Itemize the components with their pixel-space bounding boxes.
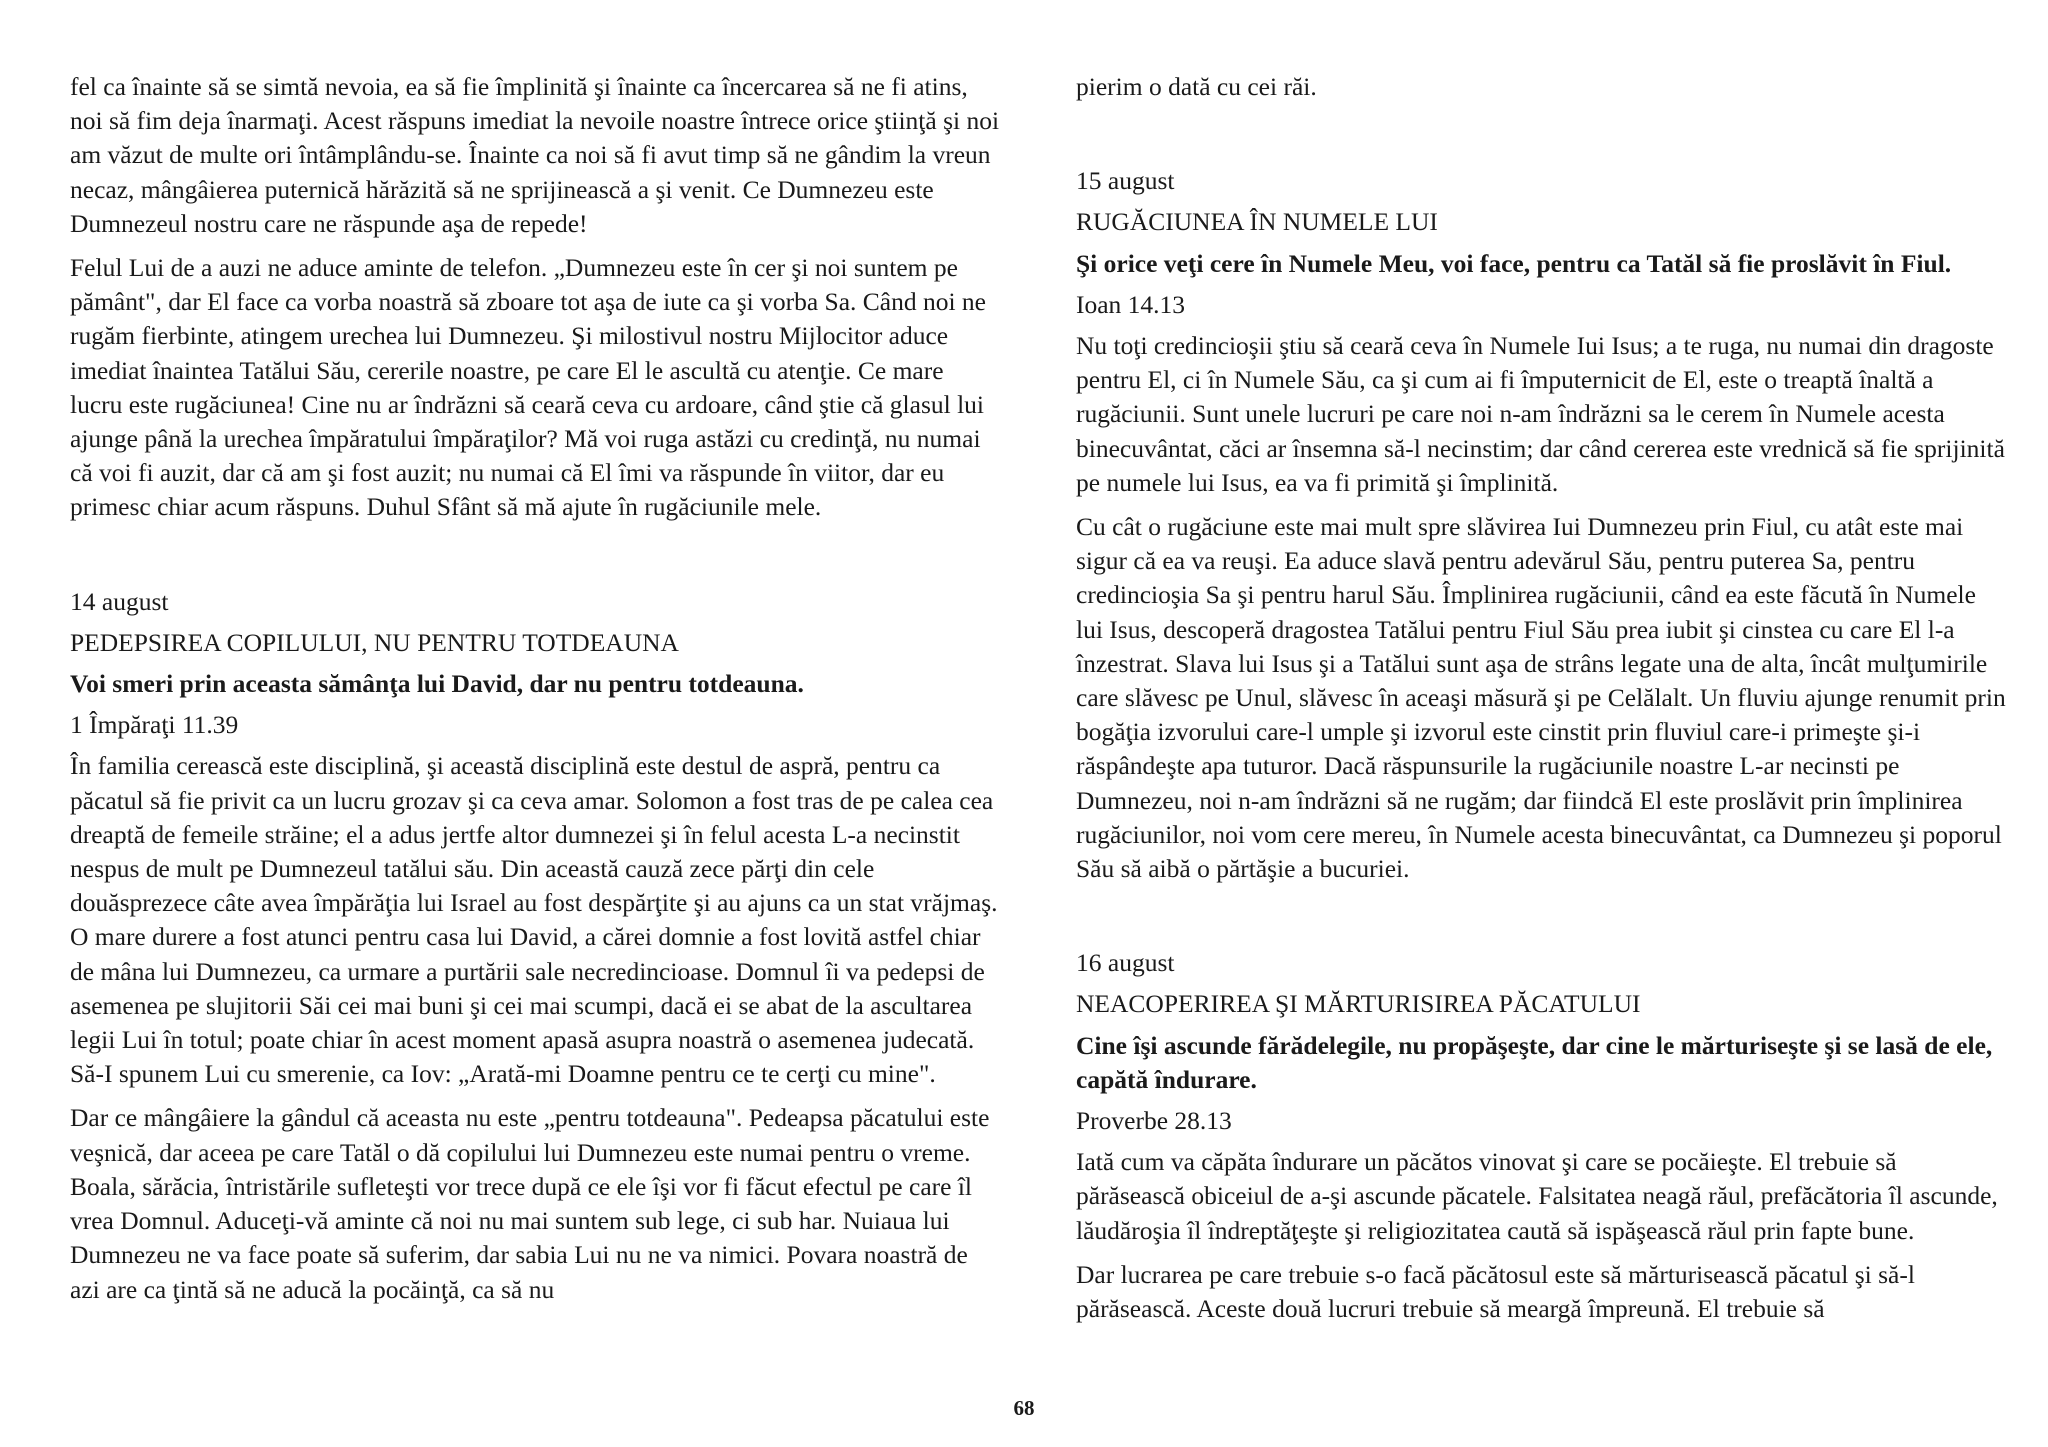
entry-paragraph: Dar lucrarea pe care trebuie s-o facă păcătosul este să mărturisească păcatul şi să-l părăsească. Aceste două lucruri trebuie să meargă împreună. El trebuie să bbox=[1076, 1259, 1915, 1324]
intro-paragraph: fel ca înainte să se simtă nevoia, ea să fie împlinită şi înainte ca încercarea să ne fi atins, noi să fim deja înarmaţi. Acest răspuns imediat la nevoile noastre întrece orice ştiinţă şi noi am văzut de multe ori întâmplându-se. Înainte ca noi să fi avut timp să ne gândim la vreun necaz, mângâierea puternică hărăzită să ne sprijinească a şi venit. Ce Dumnezeu este Dumnezeul nostru care ne răspunde aşa de repede! bbox=[70, 72, 1000, 238]
entry-paragraph: Nu toţi credincioşii ştiu să ceară ceva în Numele Iui Isus; a te ruga, nu numai din dragoste pentru El, ci în Numele Său, ca şi cum ai fi împuternicit de El, este o treaptă înaltă a rugăciunii. Sunt unele lucruri pe care noi n-am îndrăzni sa le cerem în Numele acesta binecuvântat, căci ar însemna să-l necinstim; dar când cererea este vrednică să fie sprijinită pe numele lui Isus, ea va fi primită şi împlinită. bbox=[1076, 331, 2005, 497]
entry-date: 14 august bbox=[70, 586, 169, 616]
entry-verse: Voi smeri prin aceasta sămânţa lui David, dar nu pentru totdeauna. bbox=[70, 669, 804, 699]
entry-paragraph: Iată cum va căpăta îndurare un păcătos vinovat şi care se pocăieşte. El trebuie să părăsească obiceiul de a-şi ascunde păcatele. Falsitatea neagă răul, prefăcătoria îl ascunde, lăudăroşia îl îndreptăţeşte şi religiozitatea caută să ispăşească răul prin fapte bune. bbox=[1076, 1147, 1998, 1245]
page-number: 68 bbox=[1013, 1396, 1035, 1420]
entry-reference: Proverbe 28.13 bbox=[1076, 1106, 1232, 1136]
entry-separator bbox=[1076, 896, 2006, 946]
entry-verse: Şi orice veţi cere în Numele Meu, voi face, pentru ca Tatăl să fie proslăvit în Fiul. bbox=[1076, 248, 1952, 278]
entry-date: 16 august bbox=[1076, 948, 1175, 978]
devotional-entry-14-august bbox=[70, 585, 1000, 1307]
entry-paragraph: Dar ce mângâiere la gândul că aceasta nu este „pentru totdeauna". Pedeapsa păcatului este veşnică, dar aceea pe care Tatăl o dă copilului lui Dumnezeu este numai pentru o vreme. Boala, sărăcia, întristările sufleteşti vor trece după ce ele îşi vor fi făcut efectul pe care îl vrea Domnul. Aduceţi-vă aminte că noi nu mai suntem sub lege, ci sub har. Nuiaua lui Dumnezeu ne va face poate să suferim, dar sabia Lui nu ne va nimici. Povara noastră de azi are ca ţintă să ne aducă la pocăinţă, ca să nu bbox=[70, 1103, 990, 1304]
left-column bbox=[70, 70, 1000, 1317]
devotional-entry-15-august bbox=[1076, 164, 2006, 886]
intro-paragraph: Felul Lui de a auzi ne aduce aminte de telefon. „Dumnezeu este în cer şi noi suntem pe pământ", dar El face ca vorba noastră să zboare tot aşa de iute ca şi vorba Sa. Când noi ne rugăm fierbinte, atingem urechea lui Dumnezeu. Şi milostivul nostru Mijlocitor aduce imediat înaintea Tatălui Său, cererile noastre, pe care El le ascultă cu atenţie. Ce mare lucru este rugăciunea! Cine nu ar îndrăzni să ceară ceva cu ardoare, când ştie că glasul lui ajunge până la urechea împăratului împăraţilor? Mă voi ruga astăzi cu credinţă, nu numai că voi fi auzit, dar că am şi fost auzit; nu numai că El îmi va răspunde în viitor, dar eu primesc chiar acum răspuns. Duhul Sfânt să mă ajute în rugăciunile mele. bbox=[70, 253, 986, 522]
entry-paragraph: În familia cerească este disciplină, şi această disciplină este destul de aspră, pentru ca păcatul să fie privit ca un lucru grozav şi ca ceva amar. Solomon a fost tras de pe calea cea dreaptă de femeile străine; el a adus jertfe altor dumnezei şi în felul acesta L-a necinstit nespus de mult pe Dumnezeul tatălui său. Din această cauză zece părţi din cele douăsprezece câte avea împărăţia lui Israel au fost despărţite şi au ajuns ca un stat vrăjmaş. O mare durere a fost atunci pentru casa lui David, a cărei domnie a fost lovită astfel chiar de mâna lui Dumnezeu, ca urmare a purtării sale necredincioase. Domnul îi va pedepsi de asemenea pe slujitorii Săi cei mai buni şi cei mai scumpi, dacă ei se abat de la ascultarea legii Lui în totul; poate chiar în acest moment apasă asupra noastră o asemenea judecată. Să-I spunem Lui cu smerenie, ca Iov: „Arată-mi Doamne pentru ce te cerţi cu mine". bbox=[70, 751, 998, 1089]
entry-verse: Cine îşi ascunde fărădelegile, nu propăşeşte, dar cine le mărturiseşte şi se lasă de ele, capătă îndurare. bbox=[1076, 1030, 1993, 1094]
entry-date: 15 august bbox=[1076, 166, 1175, 196]
devotional-entry-16-august bbox=[1076, 946, 2006, 1326]
entry-separator bbox=[1076, 114, 2006, 164]
entry-separator bbox=[70, 535, 1000, 585]
entry-heading: PEDEPSIREA COPILULUI, NU PENTRU TOTDEAUNA bbox=[70, 627, 679, 657]
entry-reference: 1 Împăraţi 11.39 bbox=[70, 710, 239, 740]
entry-heading: NEACOPERIREA ŞI MĂRTURISIREA PĂCATULUI bbox=[1076, 989, 1641, 1019]
right-column bbox=[1076, 70, 2006, 1336]
continuation-text: pierim o dată cu cei răi. bbox=[1076, 72, 1317, 101]
entry-heading: RUGĂCIUNEA ÎN NUMELE LUI bbox=[1076, 207, 1438, 237]
entry-reference: Ioan 14.13 bbox=[1076, 289, 1186, 319]
entry-paragraph: Cu cât o rugăciune este mai mult spre slăvirea Iui Dumnezeu prin Fiul, cu atât este mai sigur că ea va reuşi. Ea aduce slavă pentru adevărul Său, pentru puterea Sa, pentru credincioşia Sa şi pentru harul Său. Împlinirea rugăciunii, când ea este făcută în Numele lui Isus, descoperă dragostea Tatălui pentru Fiul Său prea iubit şi cinstea cu care El l-a înzestrat. Slava lui Isus şi a Tatălui sunt aşa de strâns legate una de alta, încât mulţumirile care slăvesc pe Unul, slăvesc în aceaşi măsură şi pe Celălalt. Un fluviu ajunge renumit prin bogăţia izvorului care-l umple şi izvorul este cinstit prin fluviul care-i primeşte şi-i răspândeşte apa tuturor. Dacă răspunsurile la rugăciunile noastre L-ar necinsti pe Dumnezeu, noi n-am îndrăzni să ne rugăm; dar fiindcă El este proslăvit prin împlinirea rugăciunilor, noi vom cere mereu, în Numele acesta binecuvântat, ca Dumnezeu şi poporul Său să aibă o părtăşie a bucuriei. bbox=[1076, 512, 2006, 884]
